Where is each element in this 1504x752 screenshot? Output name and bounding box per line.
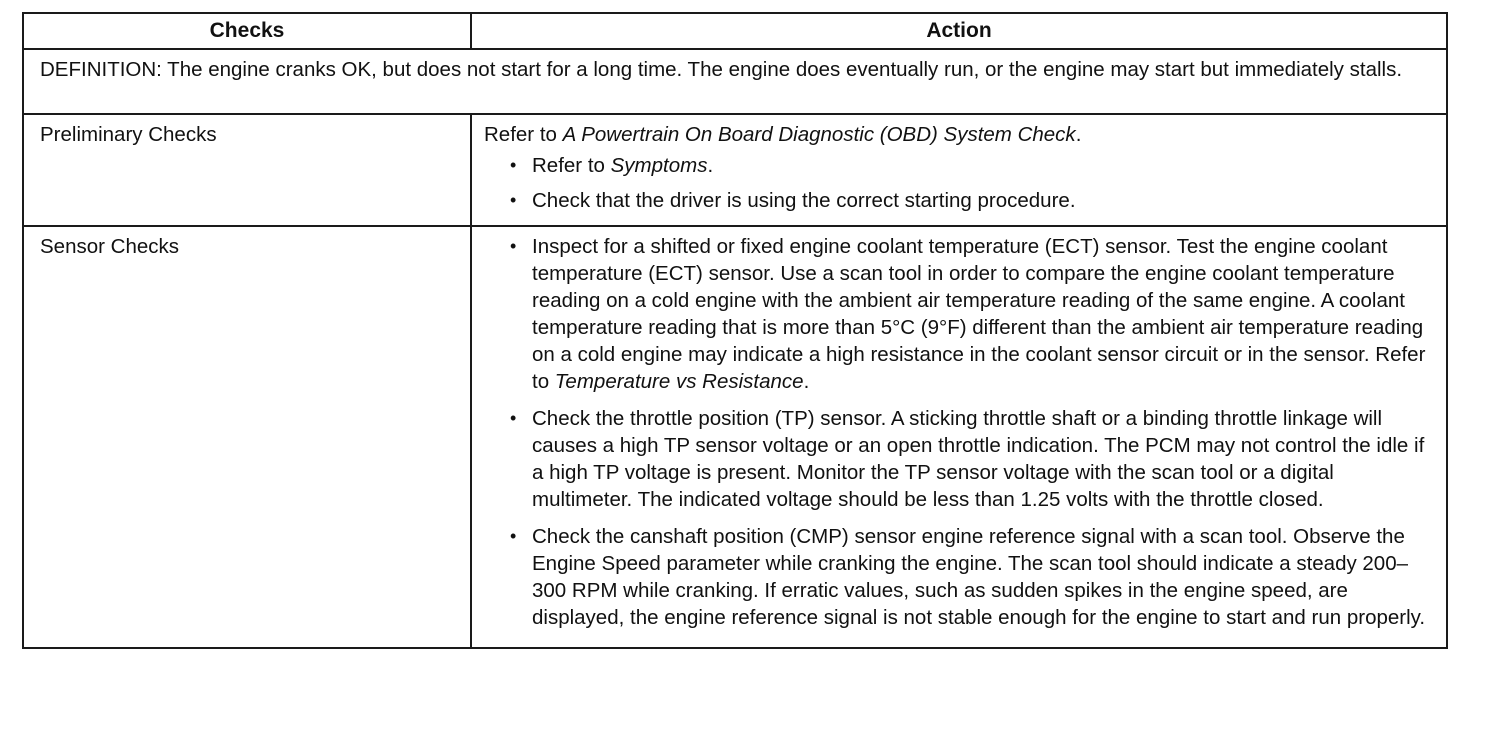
- preliminary-bullet-list: [484, 152, 1438, 214]
- symptoms-reference: Symptoms: [610, 154, 708, 177]
- list-item: [508, 523, 1438, 631]
- bullet-suffix: .: [707, 154, 714, 177]
- preliminary-intro: [484, 121, 1438, 148]
- list-item: [508, 405, 1438, 513]
- list-item: [508, 233, 1438, 395]
- bullet-icon: •: [510, 526, 517, 546]
- bullet-prefix: Inspect for a shifted or fixed engine coolant temperature (ECT) sensor. Test the engine coolant temperature (ECT) sensor. Use a scan tool in order to compare the engine coolant temperature reading on a cold engine with the ambient air temperature reading of the same engine. A coolant temperature reading that is more than 5°C (9°F) different than the ambient air temperature reading on a cold engine may indicate a high resistance in the coolant sensor circuit or in the sensor. Refer to: [532, 235, 1426, 393]
- bullet-icon: •: [510, 190, 517, 210]
- list-item: [508, 187, 1438, 214]
- bullet-prefix: Check the canshaft position (CMP) sensor engine reference signal with a scan tool. Observe the Engine Speed parameter while cranking the engine. The scan tool should indicate a steady 200–300 RPM while cranking. If erratic values, such as sudden spikes in the engine speed, are displayed, the engine reference signal is not stable enough for the engine to start and run properly.: [532, 525, 1426, 629]
- bullet-prefix: Check that the driver is using the correct starting procedure.: [532, 189, 1076, 212]
- sensor-bullet-list: [484, 233, 1438, 631]
- list-item: [508, 152, 1438, 179]
- header-action: Action: [471, 13, 1447, 49]
- bullet-icon: •: [510, 236, 517, 256]
- diagnostic-table: [22, 12, 1448, 649]
- table-header-row: [23, 13, 1447, 49]
- bullet-suffix: .: [803, 370, 810, 393]
- preliminary-checks-label: Preliminary Checks: [23, 114, 471, 226]
- bullet-prefix: Refer to: [532, 154, 611, 177]
- preliminary-intro-suffix: .: [1075, 123, 1082, 146]
- preliminary-checks-action: [471, 114, 1447, 226]
- bullet-icon: •: [510, 408, 517, 428]
- obd-system-check-reference: A Powertrain On Board Diagnostic (OBD) System Check: [562, 123, 1076, 146]
- definition-row: [23, 49, 1447, 114]
- sensor-checks-label: Sensor Checks: [23, 226, 471, 648]
- bullet-prefix: Check the throttle position (TP) sensor. A sticking throttle shaft or a binding throttle linkage will causes a high TP sensor voltage or an open throttle indication. The PCM may not control the idle if a high TP voltage is present. Monitor the TP sensor voltage with the scan tool or a digital multimeter. The indicated voltage should be less than 1.25 volts with the throttle closed.: [532, 407, 1425, 511]
- definition-text: DEFINITION: The engine cranks OK, but does not start for a long time. The engine does eventually run, or the engine may start but immediately stalls.: [23, 49, 1447, 114]
- temperature-vs-resistance-reference: Temperature vs Resistance: [554, 370, 804, 393]
- table-row: [23, 114, 1447, 226]
- preliminary-intro-prefix: Refer to: [484, 123, 563, 146]
- bullet-icon: •: [510, 155, 517, 175]
- table-row: [23, 226, 1447, 648]
- header-checks: Checks: [23, 13, 471, 49]
- sensor-checks-action: [471, 226, 1447, 648]
